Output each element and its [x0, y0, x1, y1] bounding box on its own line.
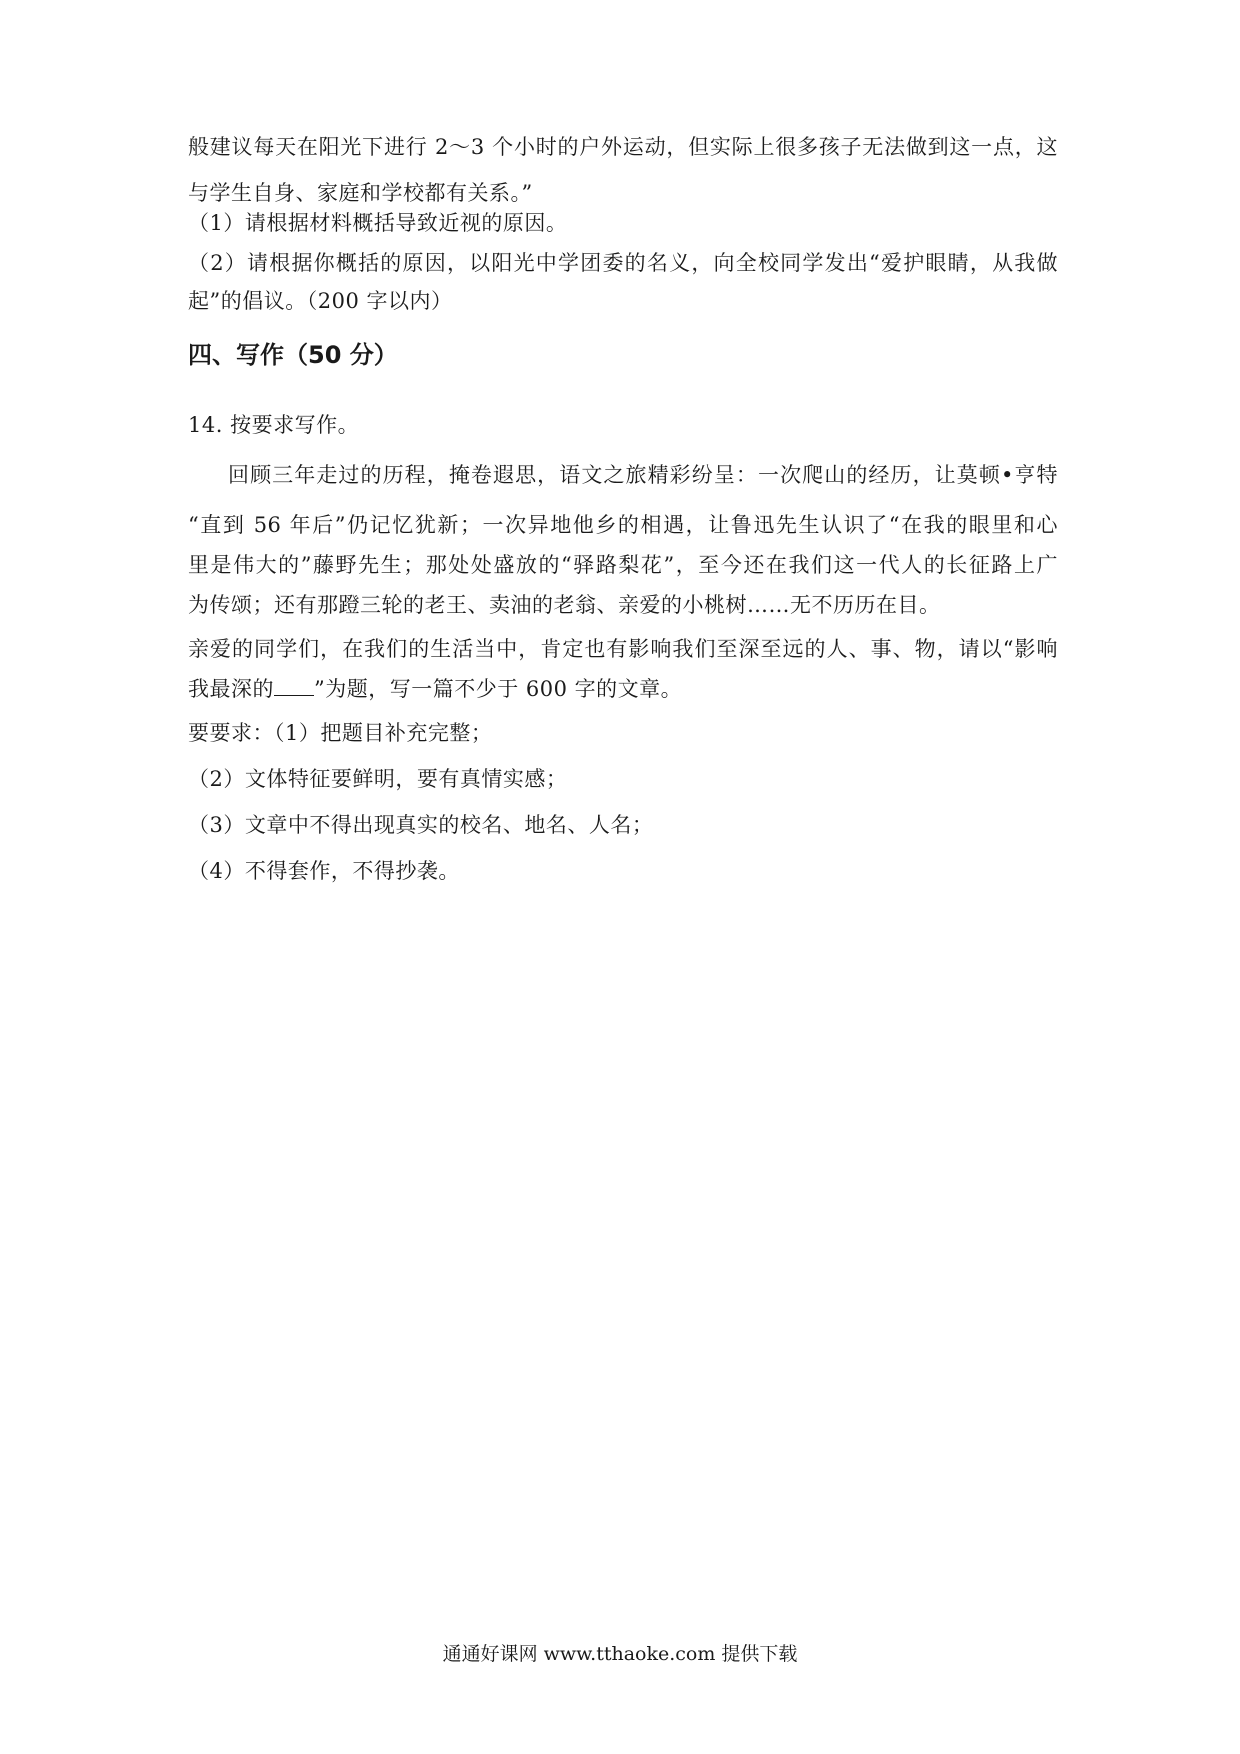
title-suffix: ”为题，写一篇不少于 600 字的文章。	[314, 677, 683, 701]
prompt-paragraph-2-line-1: 亲爱的同学们，在我们的生活当中，肯定也有影响我们至深至远的人、事、物，请以“影响	[188, 637, 1058, 661]
title-blank	[274, 675, 314, 696]
title-prefix: 我最深的	[188, 677, 274, 701]
question-13-1: （1）请根据材料概括导致近视的原因。	[188, 211, 568, 235]
prompt-paragraph-1-line-4: 为传颂；还有那蹬三轮的老王、卖油的老翁、亲爱的小桃树……无不历历在目。	[188, 593, 941, 617]
prompt-paragraph-1-line-2: “直到 56 年后”仍记忆犹新；一次异地他乡的相遇，让鲁迅先生认识了“在我的眼里和心	[188, 513, 1058, 537]
material-line-1: 般建议每天在阳光下进行 2～3 个小时的户外运动，但实际上很多孩子无法做到这一点，这	[188, 135, 1058, 159]
question-14-title: 14. 按要求写作。	[188, 413, 360, 437]
prompt-paragraph-2-line-2	[188, 674, 1058, 704]
question-13-2-line-2: 起”的倡议。（200 字以内）	[188, 289, 453, 313]
prompt-paragraph-1-line-3: 里是伟大的”藤野先生；那处处盛放的“驿路梨花”，至今还在我们这一代人的长征路上广	[188, 553, 1058, 577]
requirement-2: （2）文体特征要鲜明，要有真情实感；	[188, 767, 568, 791]
question-13-2-line-1: （2）请根据你概括的原因，以阳光中学团委的名义，向全校同学发出“爱护眼睛，从我做	[188, 251, 1058, 275]
material-line-2: 与学生自身、家庭和学校都有关系。”	[188, 181, 533, 205]
page-footer: 通通好课网 www.tthaoke.com 提供下载	[442, 1643, 798, 1665]
requirement-1: 要要求：（1）把题目补充完整；	[188, 721, 493, 745]
requirement-4: （4）不得套作，不得抄袭。	[188, 859, 460, 883]
prompt-paragraph-1-line-1: 回顾三年走过的历程，掩卷遐思，语文之旅精彩纷呈：一次爬山的经历，让莫顿•亨特	[228, 463, 1058, 487]
section-heading-writing: 四、写作（50 分）	[188, 341, 398, 369]
requirement-3: （3）文章中不得出现真实的校名、地名、人名；	[188, 813, 654, 837]
